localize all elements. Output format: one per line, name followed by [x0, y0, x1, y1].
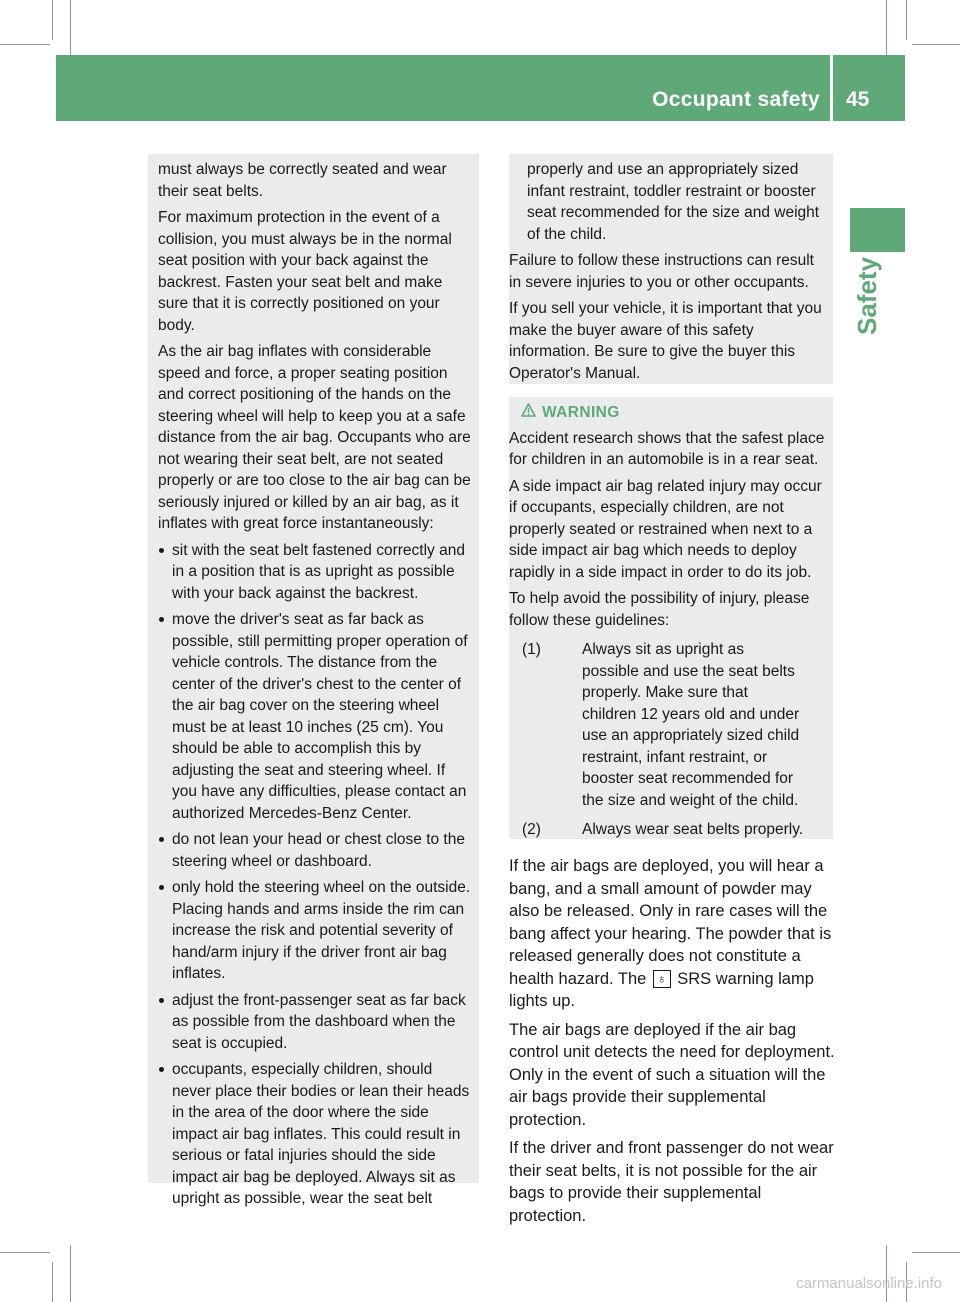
paragraph: must always be correctly seated and wear their seat belts.: [158, 161, 447, 200]
crop-mark: [912, 44, 960, 45]
list-item: do not lean your head or chest close to the steering wheel or dashboard.: [158, 829, 472, 872]
crop-mark: [70, 0, 71, 55]
chapter-tab-marker: [850, 208, 905, 252]
chapter-tab-label: Safety: [852, 256, 882, 335]
page-number: 45: [846, 88, 870, 111]
list-item: move the driver's seat as far back as possible, still permitting proper operation of vehicle controls. The distance from the center of the driver's chest to the center of the air bag cover on the steering wheel must be at least 10 inches (25 cm). You should be able to accomplish this by adjusting the seat and steering wheel. If you have any difficulties, please contact an authorized Mercedes-Benz Center.: [158, 609, 472, 824]
watermark: carmanualsonline.info: [796, 1275, 942, 1292]
crop-mark: [906, 0, 907, 40]
crop-mark: [70, 1245, 71, 1302]
crop-mark: [0, 44, 50, 45]
paragraph: Accident research shows that the safest place for children in an automobile is in a rear seat.: [509, 429, 825, 468]
crop-mark: [886, 1245, 887, 1302]
warning-triangle-icon: [509, 402, 536, 424]
crop-mark: [886, 0, 887, 55]
list-number: (1): [522, 641, 541, 658]
crop-mark: [52, 1262, 53, 1302]
warning-box: [509, 397, 833, 839]
list-item: [509, 819, 827, 841]
list-item: sit with the seat belt fastened correctly and in a position that is as upright as possible with your back against the backrest.: [158, 540, 472, 605]
list-text: Always wear seat belts properly.: [582, 821, 804, 838]
crop-mark: [52, 0, 53, 40]
guidelines-list: [509, 639, 827, 841]
header-separator: [830, 55, 833, 121]
paragraph: To help avoid the possibility of injury, please follow these guidelines:: [509, 590, 810, 629]
continuation-paragraph: properly and use an appropriately sized infant restraint, toddler restraint or booster seat recommended for the size and weight of the child.: [527, 161, 820, 243]
paragraph: If the driver and front passenger do not wear their seat belts, it is not possible for the air bags to provide their supplemental protection.: [509, 1139, 834, 1225]
list-text: Always sit as upright as possible and use the seat belts properly. Make sure that children 12 years old and under use an appropriately sized child restraint, infant restraint, or booster seat recommended for the size and weight of the child.: [582, 641, 800, 809]
section-title: Occupant safety: [652, 88, 820, 111]
paragraph: A side impact air bag related injury may occur if occupants, especially children, are not properly seated or restrained when next to a side impact air bag which needs to deploy rapidly in a side impact in order to do its job.: [509, 477, 822, 581]
list-item: adjust the front-passenger seat as far back as possible from the dashboard when the seat is occupied.: [158, 990, 472, 1055]
bullet-list: [158, 540, 472, 1210]
left-column-box: [148, 154, 479, 1207]
srs-warning-lamp-icon: ♁: [653, 970, 671, 988]
list-item: only hold the steering wheel on the outside. Placing hands and arms inside the rim can increase the risk and potential severity of hand/arm injury if the driver front air bag inflates.: [158, 877, 472, 985]
paragraph: For maximum protection in the event of a collision, you must always be in the normal seat position with your back against the backrest. Fasten your seat belt and make sure that it is correctly positioned on your body.: [158, 209, 452, 334]
paragraph-text: SRS warning lamp lights up.: [509, 969, 814, 1010]
paragraph: If you sell your vehicle, it is important that you make the buyer aware of this safety information. Be sure to give the buyer this Operator's Manual.: [509, 300, 822, 382]
list-item: occupants, especially children, should never place their bodies or lean their heads in the area of the door where the side impact air bag inflates. This could result in serious or fatal injuries should the side impact air bag be deployed. Always sit as upright as possible, wear the seat belt: [158, 1059, 472, 1210]
warning-title: WARNING: [542, 404, 620, 421]
paragraph: As the air bag inflates with considerable speed and force, a proper seating position and correct positioning of the hands on the steering wheel will help to keep you at a safe distance from the air bag. Occupants who are not wearing their seat belt, are not seated properly or are too close to the air bag can be seriously injured or killed by an air bag, as it inflates with great force instantaneously:: [158, 343, 471, 532]
warning-header: [509, 402, 827, 424]
crop-mark: [912, 1252, 960, 1253]
list-item: [509, 639, 827, 811]
list-number: (2): [522, 821, 541, 838]
body-text: [509, 855, 835, 1233]
paragraph: Failure to follow these instructions can result in severe injuries to you or other occupants.: [509, 252, 814, 291]
paragraph: [509, 855, 835, 1013]
paragraph-text: If the air bags are deployed, you will hear a bang, and a small amount of powder may also be released. Only in rare cases will the bang affect your hearing. The powder that is released generally does not constitute a health hazard. The: [509, 857, 832, 988]
paragraph: The air bags are deployed if the air bag control unit detects the need for deployment. Only in the event of such a situation will the air bags provide their supplemental protection.: [509, 1020, 835, 1129]
crop-mark: [0, 1252, 50, 1253]
right-top-box: [509, 154, 833, 384]
